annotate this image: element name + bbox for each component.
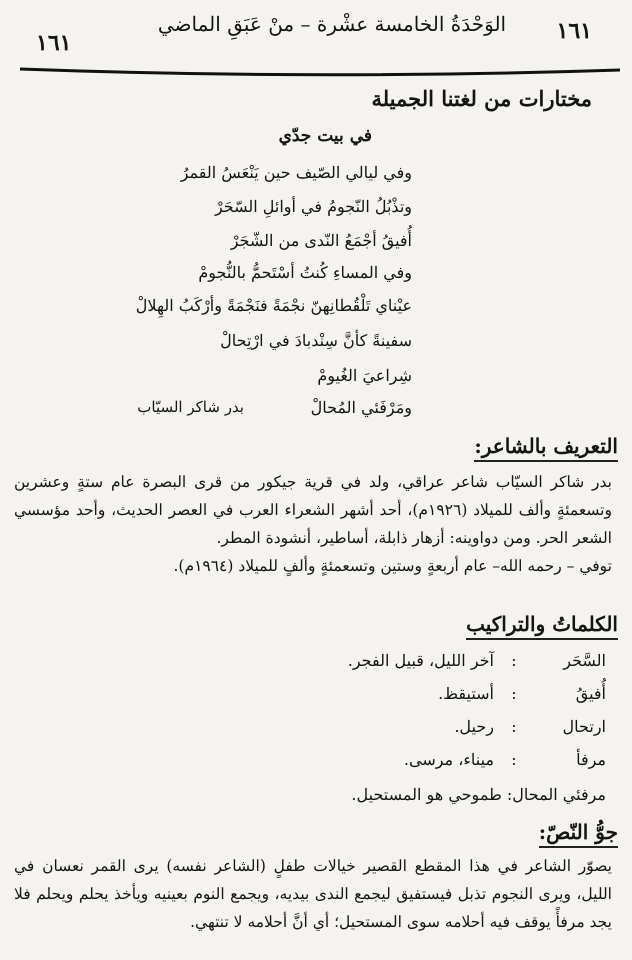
vocabulary-heading <box>466 612 618 640</box>
vocabulary-heading-text: الكلماتُ والتراكيب <box>466 612 618 636</box>
about-poet-heading <box>474 434 618 462</box>
poem-verse: سفينةً كأنَّ سِنْدبادَ في ارْتِحالْ <box>220 331 412 350</box>
vocabulary-term: مرفأ <box>576 750 606 769</box>
poem-verse: وتذْبُلُ النّجومُ في أوائلِ السّحَرْ <box>214 197 412 216</box>
poem-verse: شِراعيَ الغُيومْ <box>317 366 412 385</box>
vocabulary-definition: طموحي هو المستحيل. <box>351 785 502 804</box>
page-number: ١٦١ <box>556 18 592 44</box>
vocabulary-colon: : <box>511 717 517 736</box>
page-number-left: ١٦١ <box>36 30 72 56</box>
heading-underline <box>474 460 618 462</box>
about-poet-text <box>14 468 612 580</box>
unit-title: الوَحْدَةُ الخامسة عشْرة – منْ عَبَقِ الماضي <box>157 12 507 36</box>
poet-name: بدر شاكر السيّاب <box>137 398 244 416</box>
vocabulary-item <box>348 651 606 670</box>
vocabulary-term: السَّحَر <box>563 651 606 670</box>
poem-verse: ومَرْفَئي المُحالْ <box>310 398 412 417</box>
vocabulary-definition: آخر الليل، قبيل الفجر. <box>347 651 494 670</box>
vocabulary-colon: : <box>511 684 517 703</box>
vocabulary-item <box>404 750 606 769</box>
heading-underline <box>466 638 618 640</box>
vocabulary-term: ارتحال <box>562 717 606 736</box>
section-title: مختارات من لغتنا الجميلة <box>371 86 592 111</box>
vocabulary-definition: رحيل. <box>454 717 494 736</box>
poem-title: في بيت جدّي <box>278 126 372 146</box>
about-poet-paragraph: توفي – رحمه الله– عام أربعةٍ وستين وتسعمئةٍ وألفٍ للميلاد (١٩٦٤م). <box>173 557 612 575</box>
atmosphere-text <box>14 852 612 936</box>
poem-verse: وفي المساءِ كُنتُ أسْتَحمُّ بالنُّجومْ <box>198 263 412 282</box>
vocabulary-definition: أستيقظ. <box>438 684 494 703</box>
vocabulary-item <box>454 717 606 736</box>
header-divider <box>20 66 620 80</box>
vocabulary-term: أُفيقُ <box>575 684 606 703</box>
poem-verse: عيْناي تَلْقُطانِهنّ نجْمَةً فنَجْمَةً وأرْكَبُ الهِلالْ <box>135 296 412 315</box>
poem-verse: أُفيقُ أجْمَعُ النّدى من الشّجَرْ <box>230 231 412 250</box>
about-poet-heading-text: التعريف بالشاعر: <box>474 434 618 458</box>
vocabulary-item <box>351 785 606 804</box>
vocabulary-item <box>438 684 606 703</box>
atmosphere-paragraph: يصوّر الشاعر في هذا المقطع القصير خيالات طفلٍ (الشاعر نفسه) يرى القمر نعسان في الليل، ويرى النجوم تذبل فيستفيق ليجمع الندى بيديه، ويجمع النوم بعينيه ويأخذ يحلم ويحلم فلا يجد مرفأً يوقف فيه أحلامه سوى المستحيل؛ أي أنَّ أحلامه لا تنتهي. <box>14 857 612 931</box>
about-poet-paragraph: بدر شاكر السيّاب شاعر عراقي، ولد في قرية جيكور من قرى البصرة عام ستةٍ وعشرين وتسعمئةٍ وألف للميلاد (١٩٢٦م)، أحد أشهر الشعراء العرب في العصر الحديث، وأحد مؤسسي الشعر الحر. ومن دواوينه: أزهار ذابلة، أساطير، أنشودة المطر. <box>14 473 612 547</box>
vocabulary-definition: ميناء، مرسى. <box>403 750 494 769</box>
poem-verse: وفي ليالي الصّيف حين يَنْعَسُ القمرُ <box>180 163 412 182</box>
vocabulary-colon: : <box>511 651 517 670</box>
atmosphere-heading-text: جوُّ النّصّ: <box>538 820 618 844</box>
atmosphere-heading <box>539 820 618 848</box>
vocabulary-colon: : <box>511 750 517 769</box>
vocabulary-term: مرفئي المحال: <box>506 785 606 804</box>
heading-underline <box>539 846 618 848</box>
